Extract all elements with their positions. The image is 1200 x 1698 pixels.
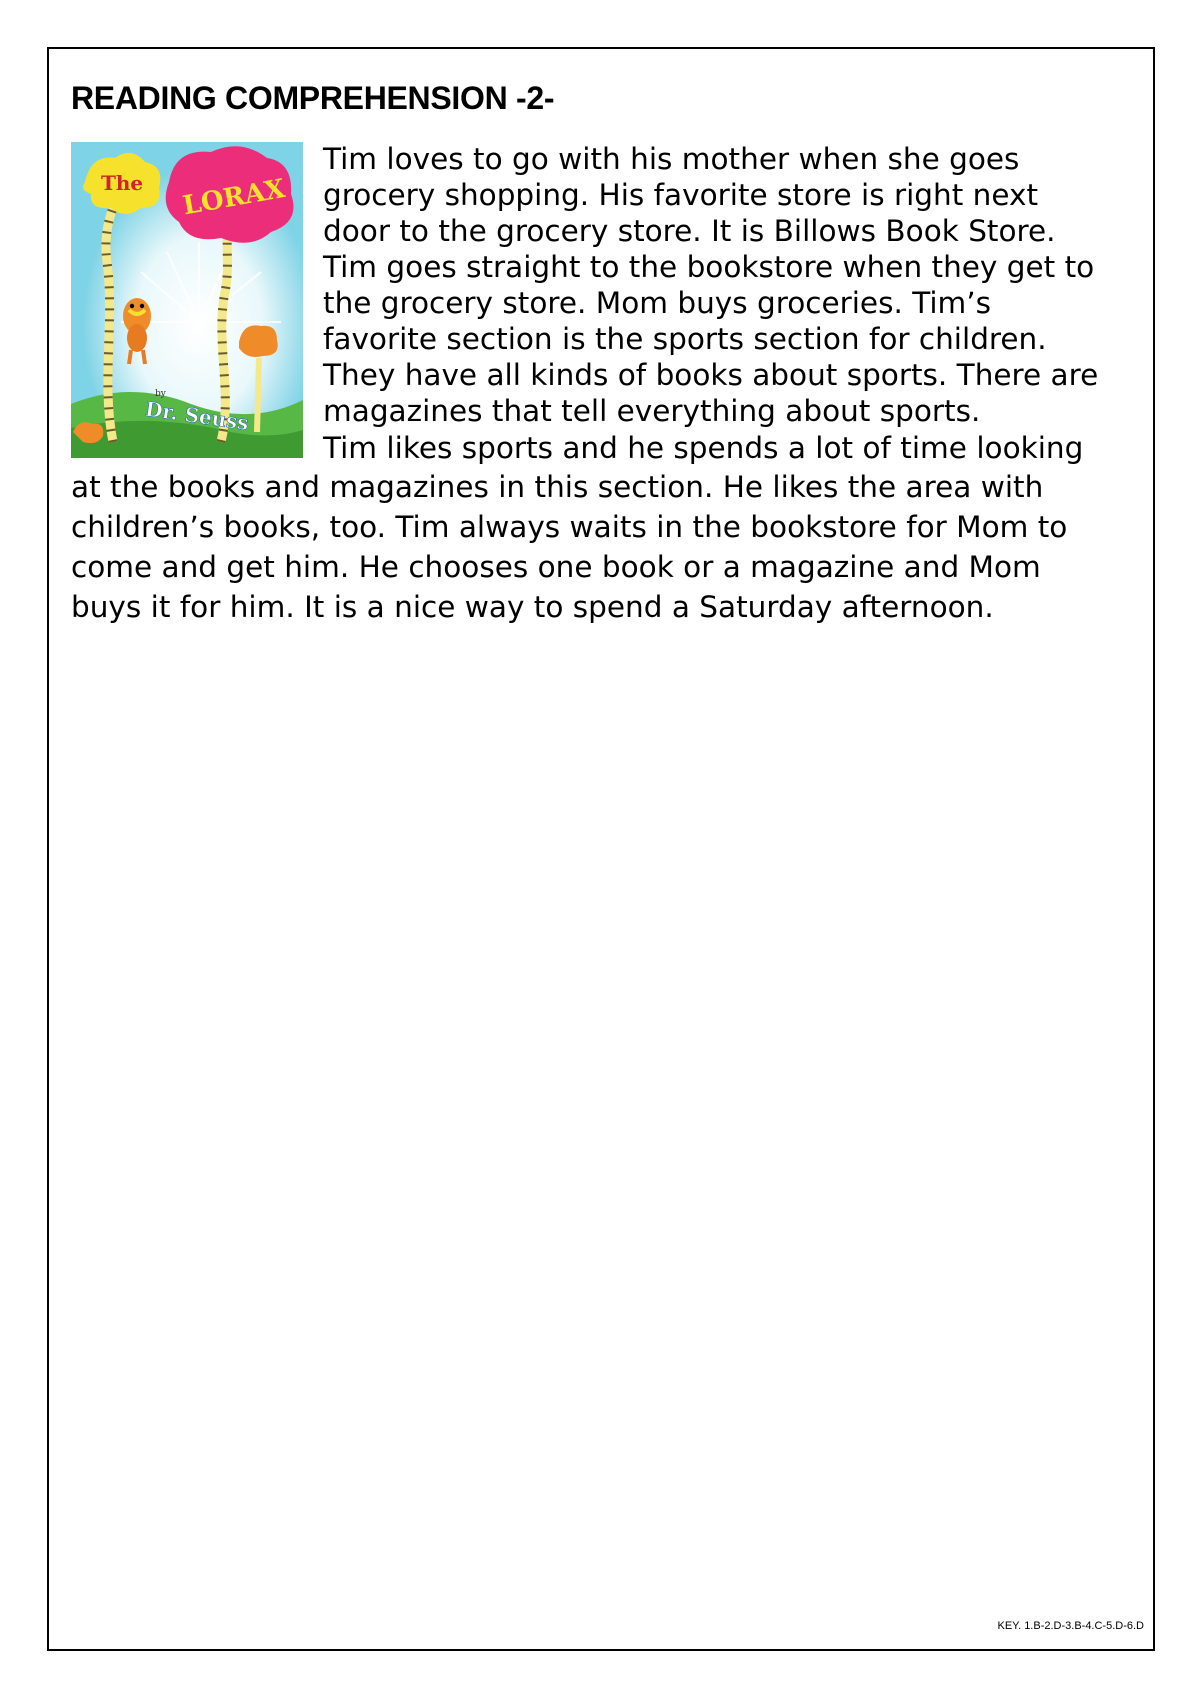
- cover-title-lorax: LORAX: [180, 173, 288, 222]
- passage-line-13: buys it for him. It is a nice way to spend a Saturday afternoon.: [71, 590, 994, 624]
- passage-line-5: the grocery store. Mom buys groceries. Tim’s: [323, 286, 991, 320]
- passage-line-8: magazines that tell everything about sports.: [323, 394, 981, 428]
- passage-line-11: children’s books, too. Tim always waits in the bookstore for Mom to: [71, 510, 1068, 544]
- cover-by: by: [155, 389, 166, 399]
- passage-line-6: favorite section is the sports section for children.: [323, 322, 1047, 356]
- passage-line-12: come and get him. He chooses one book or a magazine and Mom: [71, 550, 1041, 584]
- passage-line-4: Tim goes straight to the bookstore when they get to: [323, 250, 1095, 284]
- passage-line-10: at the books and magazines in this section. He likes the area with: [71, 470, 1044, 504]
- cover-author: Dr. Seuss: [143, 396, 251, 435]
- book-cover-image: [71, 142, 303, 458]
- passage-line-7: They have all kinds of books about sports. There are: [323, 358, 1099, 392]
- passage-line-9: Tim likes sports and he spends a lot of time looking: [323, 431, 1084, 465]
- cover-title-the: The: [101, 171, 144, 195]
- passage-line-2: grocery shopping. His favorite store is right next: [323, 178, 1039, 212]
- page-title: READING COMPREHENSION -2-: [71, 80, 555, 116]
- passage-line-1: Tim loves to go with his mother when she goes: [323, 142, 1020, 176]
- answer-key: KEY. 1.B-2.D-3.B-4.C-5.D-6.D: [997, 1620, 1144, 1632]
- passage-line-3: door to the grocery store. It is Billows Book Store.: [323, 214, 1056, 248]
